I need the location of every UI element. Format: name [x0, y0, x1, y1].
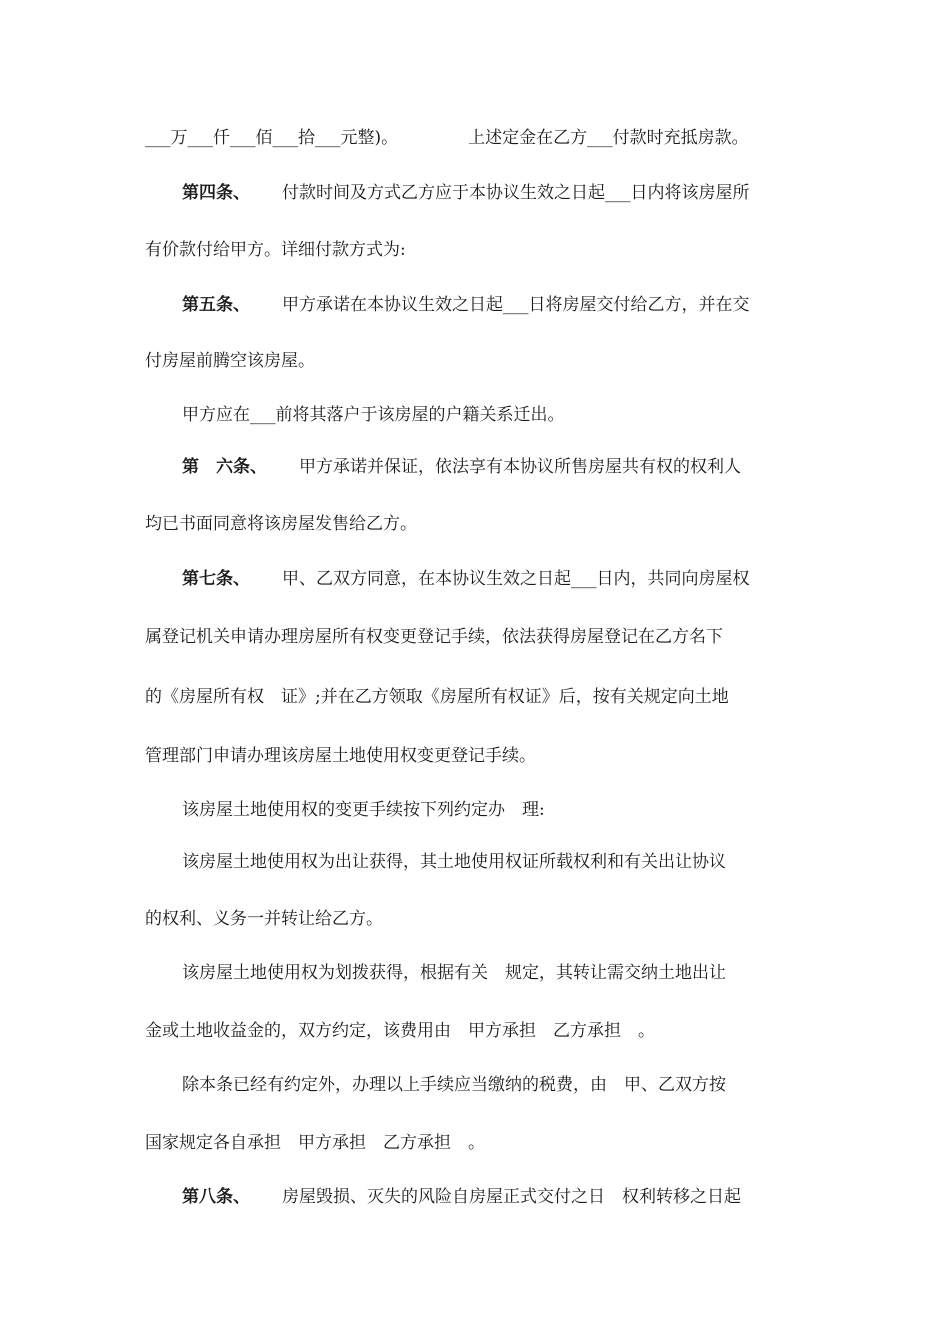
line-text: 国家规定各自承担 甲方承担 乙方承担 。 — [145, 1133, 485, 1153]
article-4-line-2 — [145, 238, 815, 262]
article-7-line-5 — [182, 798, 815, 822]
article-7-line-2 — [145, 625, 815, 649]
article-7-line-3 — [145, 685, 815, 709]
line-text: 甲方承诺在本协议生效之日起___日将房屋交付给乙方，并在交 — [282, 295, 750, 315]
article-5-line-3 — [182, 403, 815, 427]
article-6-line-1 — [182, 455, 815, 479]
article-4-heading: 第四条、 — [182, 183, 250, 203]
line-text: 甲方承诺并保证，依法享有本协议所售房屋共有权的权利人 — [299, 457, 741, 477]
line-text: 属登记机关申请办理房屋所有权变更登记手续，依法获得房屋登记在乙方名下 — [145, 627, 723, 647]
article-4-line-1 — [182, 181, 815, 205]
line-text: 付款时间及方式乙方应于本协议生效之日起___日内将该房屋所 — [282, 183, 750, 203]
article-5-heading: 第五条、 — [182, 295, 250, 315]
article-7-line-1 — [182, 567, 815, 591]
paragraph-line-1 — [145, 126, 815, 150]
article-7-heading: 第七条、 — [182, 569, 250, 589]
line-text: 该房屋土地使用权的变更手续按下列约定办 理: — [182, 800, 545, 820]
line-text: 金或土地收益金的，双方约定，该费用由 甲方承担 乙方承担 。 — [145, 1021, 655, 1041]
line-text: 管理部门申请办理该房屋土地使用权变更登记手续。 — [145, 746, 536, 766]
article-5-line-2 — [145, 349, 815, 373]
article-7-line-6 — [182, 850, 815, 874]
article-6-line-2 — [145, 512, 815, 536]
line-text: 均已书面同意将该房屋发售给乙方。 — [145, 514, 417, 534]
article-6-heading: 第 六条、 — [182, 457, 267, 477]
line-text: 甲方应在___前将其落户于该房屋的户籍关系迁出。 — [182, 405, 565, 425]
line-text: 的《房屋所有权 证》;并在乙方领取《房屋所有权证》后，按有关规定向土地 — [145, 687, 729, 707]
line-text: 房屋毁损、灭失的风险自房屋正式交付之日 权利转移之日起 — [282, 1187, 741, 1207]
line-text: 付房屋前腾空该房屋。 — [145, 351, 315, 371]
article-8-line-1 — [182, 1185, 815, 1209]
line-text: 除本条已经有约定外，办理以上手续应当缴纳的税费，由 甲、乙双方按 — [182, 1075, 726, 1095]
line-text: 有价款付给甲方。详细付款方式为: — [145, 240, 406, 260]
article-7-line-11 — [145, 1131, 815, 1155]
article-7-line-10 — [182, 1073, 815, 1097]
article-7-line-7 — [145, 907, 815, 931]
article-8-heading: 第八条、 — [182, 1187, 250, 1207]
line-text: 的权利、义务一并转让给乙方。 — [145, 909, 383, 929]
article-7-line-9 — [145, 1019, 815, 1043]
article-7-line-8 — [182, 961, 815, 985]
line-text: 该房屋土地使用权为划拨获得，根据有关 规定，其转让需交纳土地出让 — [182, 963, 726, 983]
line-text: 该房屋土地使用权为出让获得，其土地使用权证所载权利和有关出让协议 — [182, 852, 726, 872]
line-text-continued: 上述定金在乙方___付款时充抵房款。 — [468, 128, 749, 148]
article-5-line-1 — [182, 293, 815, 317]
article-7-line-4 — [145, 744, 815, 768]
line-text: ___万___仟___佰___拾___元整)。 — [145, 128, 399, 148]
line-text: 甲、乙双方同意，在本协议生效之日起___日内，共同向房屋权 — [282, 569, 750, 589]
